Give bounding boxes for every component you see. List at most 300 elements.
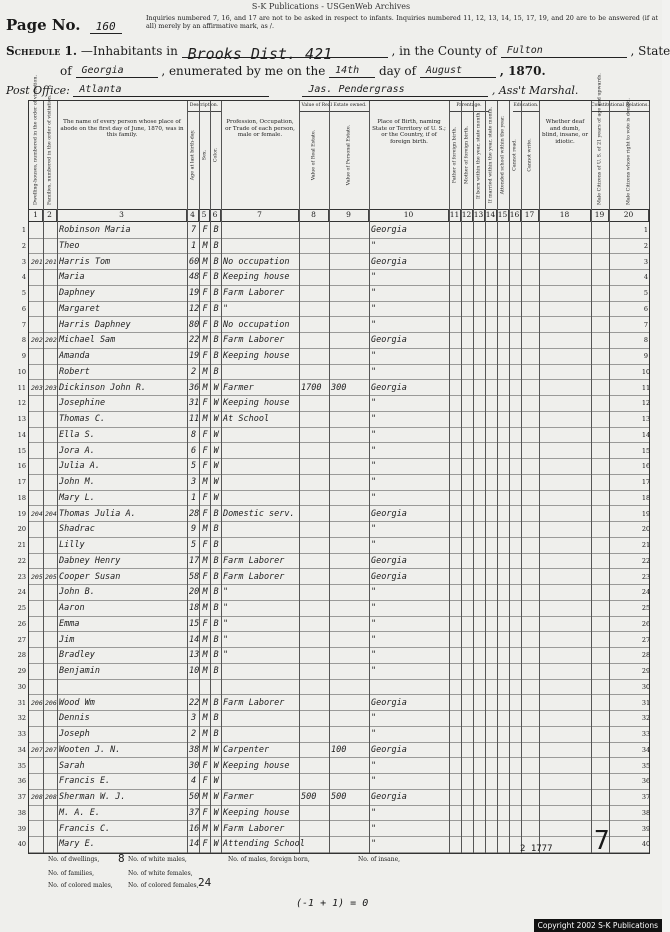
instructions: Inquiries numbered 7, 16, and 17 are not to be asked in respect to infants. Inquiries numbered 11, 12, 13, 14, 15, 17, 19, and 20 are to be answered (if at all) merely by an affirmative mark, as /.: [146, 14, 658, 30]
table-row: [29, 365, 649, 381]
line-number-right: 19: [641, 509, 651, 518]
footer-dwellings-label: No. of dwellings,: [48, 856, 100, 863]
color: B: [213, 713, 219, 724]
family-number: [45, 412, 56, 427]
age: 15: [189, 618, 200, 629]
table-row: [29, 396, 649, 412]
line-number-right: 15: [641, 446, 651, 455]
real-estate: [301, 318, 328, 333]
real-estate: [301, 475, 328, 490]
real-estate: 500: [301, 792, 317, 802]
color: W: [213, 744, 219, 755]
dwelling-number: [31, 302, 42, 317]
occupation: No occupation: [223, 319, 290, 330]
column-number: 1: [29, 209, 43, 221]
dwelling-number: 207: [31, 745, 43, 754]
person-name: Harris Daphney: [59, 319, 131, 330]
place-of-birth: ": [371, 303, 377, 314]
color: B: [213, 666, 219, 676]
line-number-left: 36: [17, 777, 26, 786]
dwelling-number: [31, 664, 42, 679]
personal-estate: [331, 239, 368, 254]
table-row: [29, 759, 649, 775]
occupation: Farm Laborer: [223, 335, 285, 346]
family-number: [45, 286, 56, 301]
place-of-birth: Georgia: [371, 792, 407, 802]
column-number: 5: [199, 209, 210, 221]
person-name: Dabney Henry: [59, 555, 121, 566]
personal-estate: [331, 759, 368, 774]
color: W: [213, 398, 219, 409]
personal-estate: [331, 270, 368, 285]
color: W: [213, 477, 219, 487]
personal-estate: [331, 396, 368, 411]
table-row: [29, 333, 649, 349]
family-number: [45, 491, 56, 506]
place-of-birth: ": [371, 461, 377, 472]
group-parentage: Parentage.: [449, 101, 489, 112]
personal-estate: [331, 680, 368, 695]
post-office-label: Post Office:: [6, 84, 70, 97]
column-number: 19: [591, 209, 609, 221]
column-heading-text: Value of Real Estate.: [311, 129, 317, 181]
color: B: [213, 240, 219, 251]
personal-estate: [331, 475, 368, 490]
column-heading-text: Families, numbered in the order of visitation.: [47, 94, 53, 205]
real-estate: [301, 365, 328, 380]
line-number-right: 30: [641, 682, 651, 691]
dwelling-number: [31, 223, 42, 238]
column-rule: [461, 101, 462, 853]
column-heading-text: Male Citizens of U. S. of 21 years of age and upwards.: [597, 73, 603, 205]
occupation: ": [223, 303, 229, 314]
column-heading-text: Father of foreign birth.: [452, 126, 458, 184]
personal-estate: [331, 459, 368, 474]
table-row: [29, 270, 649, 286]
personal-estate: 100: [331, 744, 347, 755]
real-estate: [301, 444, 328, 459]
sex: F: [202, 839, 208, 850]
table-row: [29, 491, 649, 507]
line-number-left: 33: [17, 730, 26, 738]
place-of-birth: ": [371, 366, 377, 377]
column-header-17: [521, 101, 540, 209]
place-of-birth: ": [371, 272, 377, 283]
column-number: 13: [473, 210, 484, 219]
place-of-birth: ": [371, 823, 377, 834]
line-number-left: 38: [17, 808, 26, 817]
column-rule: [187, 101, 188, 853]
place-of-birth: ": [371, 603, 377, 613]
line-number-left: 34: [17, 745, 26, 754]
color: B: [213, 366, 219, 377]
line-number-right: 3: [643, 257, 649, 266]
table-row: [29, 381, 649, 397]
personal-estate: [331, 617, 368, 632]
place-of-birth: Georgia: [371, 256, 407, 267]
personal-estate: [331, 727, 368, 742]
line-number-left: 7: [21, 320, 26, 329]
person-name: Thomas Julia A.: [59, 508, 136, 519]
table-row: [29, 459, 649, 475]
age: 4: [190, 776, 197, 787]
line-number-right: 40: [641, 840, 651, 849]
age: 80: [189, 319, 200, 330]
occupation: [223, 365, 298, 380]
color: B: [213, 634, 219, 645]
page-number: [6, 16, 122, 34]
age: 3: [190, 713, 197, 724]
age: 17: [189, 555, 200, 566]
column-heading-text: Dwelling-houses, numbered in the order of visitation.: [33, 74, 39, 205]
occupation: [223, 774, 298, 789]
dwelling-number: [31, 475, 42, 490]
table-row: [29, 680, 649, 696]
age: 12: [189, 303, 200, 314]
line-number-right: 9: [643, 352, 649, 360]
age: 6: [190, 445, 197, 456]
person-name: Ella S.: [59, 429, 95, 440]
sex: M: [202, 382, 208, 393]
dwelling-number: [31, 286, 42, 301]
family-number: [45, 727, 56, 742]
age: 37: [189, 807, 200, 818]
line-number-left: 26: [17, 619, 26, 628]
line-number-right: 33: [641, 730, 651, 738]
line-number-left: 16: [17, 462, 26, 471]
family-number: [45, 349, 56, 364]
column-header-3: [57, 101, 188, 209]
tally-mark: 7: [594, 826, 610, 856]
line-number-left: 35: [17, 761, 26, 770]
occupation: Keeping house: [223, 272, 290, 283]
line-number-right: 37: [641, 793, 651, 801]
enumeration-line: [60, 64, 546, 78]
dwelling-number: [31, 648, 42, 663]
color: B: [213, 571, 219, 582]
age: [189, 680, 198, 695]
age: 5: [190, 461, 197, 472]
family-number: [45, 601, 56, 616]
marshal-label: , Ass't Marshal.: [491, 84, 579, 97]
footer-insane-label: No. of insane,: [358, 856, 401, 863]
person-name: Julia A.: [59, 461, 100, 472]
group-value: Value of Real Estate owned.: [299, 101, 369, 112]
real-estate: [301, 538, 328, 553]
line-number-right: 38: [641, 808, 651, 817]
column-rule: [485, 101, 486, 853]
dwelling-number: [31, 522, 42, 537]
column-heading-text: Attended school within the year.: [500, 115, 506, 195]
sex: F: [202, 540, 208, 550]
column-heading-text: Profession, Occupation, or Trade of each person, male or female.: [225, 119, 295, 139]
line-number-right: 36: [641, 777, 651, 786]
column-heading-text: The name of every person whose place of abode on the first day of June, 1870, was in this family.: [60, 119, 184, 139]
person-name: Francis E.: [59, 776, 111, 787]
family-number: 203: [45, 383, 57, 392]
column-number: 9: [329, 209, 369, 221]
sex: [201, 680, 209, 695]
table-row: [29, 806, 649, 822]
color: W: [213, 429, 219, 440]
occupation: Farm Laborer: [223, 823, 285, 834]
color: W: [213, 823, 219, 834]
sex: M: [202, 666, 208, 676]
color: B: [213, 729, 219, 739]
line-number-left: 5: [21, 289, 26, 297]
real-estate: [301, 806, 328, 821]
line-number-right: 2: [643, 241, 649, 250]
occupation: [223, 444, 298, 459]
footer-col-females-label: No. of colored females,: [128, 882, 199, 889]
column-rule: [521, 101, 522, 853]
dwelling-number: [31, 365, 42, 380]
place-of-birth: ": [371, 398, 377, 409]
table-row: [29, 554, 649, 570]
dwelling-number: 206: [31, 698, 43, 707]
page-number-label: Page No.: [6, 16, 81, 34]
family-number: [45, 538, 56, 553]
occupation: Farmer: [223, 792, 254, 802]
occupation: Keeping house: [223, 807, 290, 818]
personal-estate: [331, 538, 368, 553]
line-number-right: 29: [641, 667, 651, 675]
real-estate: [301, 743, 328, 758]
day-of-label: day of: [378, 64, 417, 78]
personal-estate: [331, 806, 368, 821]
column-number: 20: [609, 209, 649, 221]
person-name: Sherman W. J.: [59, 792, 126, 802]
line-number-right: 25: [641, 604, 651, 612]
personal-estate: 500: [331, 792, 347, 802]
color: B: [213, 555, 219, 566]
personal-estate: [331, 837, 368, 852]
person-name: Thomas C.: [59, 414, 106, 424]
line-number-left: 37: [17, 793, 26, 801]
occupation: Farm Laborer: [223, 555, 285, 566]
place-of-birth: Georgia: [371, 744, 407, 755]
sex: M: [202, 713, 208, 724]
occupation: Carpenter: [223, 744, 270, 755]
column-header-1: [29, 74, 44, 209]
line-number-left: 30: [17, 682, 26, 691]
person-name: Josephine: [59, 398, 106, 409]
line-number-right: 12: [641, 399, 651, 408]
personal-estate: [331, 223, 368, 238]
place-of-birth: ": [371, 414, 377, 424]
occupation: Farm Laborer: [223, 697, 285, 708]
group-education: Education.: [513, 101, 539, 112]
color: W: [213, 807, 219, 818]
column-number: 3: [57, 209, 187, 221]
occupation: [223, 680, 298, 695]
line-number-left: 8: [21, 336, 26, 345]
line-number-right: 32: [641, 714, 651, 723]
occupation: ": [223, 603, 229, 613]
family-number: [45, 270, 56, 285]
sex: M: [202, 729, 208, 739]
place-of-birth: Georgia: [371, 697, 407, 708]
dwelling-number: [31, 601, 42, 616]
person-name: Dennis: [59, 713, 90, 724]
column-rule: [43, 101, 44, 853]
age: 60: [189, 256, 200, 267]
table-row: [29, 727, 649, 743]
person-name: Jora A.: [59, 445, 95, 456]
place-of-birth: ": [371, 760, 377, 771]
column-header-7: [221, 101, 300, 209]
table-row: [29, 822, 649, 838]
line-number-left: 2: [21, 241, 26, 250]
personal-estate: [331, 585, 368, 600]
sex: F: [202, 288, 208, 298]
age: 22: [189, 697, 200, 708]
age: 14: [189, 839, 200, 850]
line-number-right: 7: [643, 320, 649, 329]
person-name: Aaron: [59, 603, 85, 613]
dwelling-number: [31, 759, 42, 774]
occupation: At School: [223, 414, 270, 424]
column-rule: [609, 101, 610, 853]
table-row: [29, 790, 649, 806]
sex: F: [202, 618, 208, 629]
footer-families-label: No. of families,: [48, 870, 95, 877]
copyright: Copyright 2002 S-K Publications: [534, 919, 662, 932]
person-name: Mary L.: [59, 492, 95, 503]
age: 1: [190, 240, 197, 251]
person-name: Michael Sam: [59, 335, 116, 346]
line-number-right: 5: [643, 289, 649, 297]
age: 11: [189, 414, 200, 424]
color: [212, 680, 220, 695]
column-heading-text: Mother of foreign birth.: [464, 125, 470, 185]
personal-estate: [331, 365, 368, 380]
dwelling-number: [31, 318, 42, 333]
archive-title: S-K Publications - USGenWeb Archives: [251, 2, 411, 11]
dwelling-number: [31, 617, 42, 632]
age: 19: [189, 288, 200, 298]
table-row: [29, 318, 649, 334]
column-header-18: [539, 101, 592, 209]
family-number: [45, 759, 56, 774]
column-rule: [199, 101, 200, 853]
line-number-right: 18: [641, 493, 651, 502]
column-rule: [299, 101, 300, 853]
line-number-right: 6: [643, 304, 649, 313]
family-number: 204: [45, 509, 57, 518]
personal-estate: [331, 428, 368, 443]
sex: M: [202, 414, 208, 424]
real-estate: [301, 648, 328, 663]
real-estate: [301, 680, 328, 695]
real-estate: [301, 491, 328, 506]
line-number-right: 11: [641, 383, 651, 392]
sex: F: [202, 225, 208, 235]
personal-estate: [331, 570, 368, 585]
line-number-left: 27: [17, 635, 26, 644]
age: 28: [189, 508, 200, 519]
person-name: Bradley: [59, 650, 95, 661]
sex: M: [202, 587, 208, 598]
column-number: 8: [299, 209, 329, 221]
line-number-left: 17: [17, 478, 26, 486]
family-number: [45, 459, 56, 474]
occupation: ": [223, 634, 229, 645]
person-name: Benjamin: [59, 666, 100, 676]
column-heading-text: Cannot write.: [527, 138, 533, 172]
occupation: [223, 428, 298, 443]
marshal-value: Jas. Pendergrass: [302, 84, 488, 97]
personal-estate: [331, 286, 368, 301]
line-number-right: 27: [641, 635, 651, 644]
color: B: [213, 225, 219, 235]
family-number: [45, 837, 56, 852]
person-name: Jim: [59, 634, 75, 645]
family-number: [45, 680, 56, 695]
real-estate: [301, 428, 328, 443]
sex: F: [202, 303, 208, 314]
line-number-left: 21: [17, 541, 26, 549]
footer-col-females-value: 24: [198, 876, 212, 889]
post-office-line: [6, 84, 578, 97]
column-rule: [497, 101, 498, 853]
sex: F: [202, 319, 208, 330]
column-heading-text: Age at last birth-day.: [190, 129, 196, 181]
table-row: [29, 538, 649, 554]
dwelling-number: [31, 554, 42, 569]
line-number-left: 3: [21, 257, 26, 266]
age: 2: [190, 366, 197, 377]
family-number: [45, 806, 56, 821]
person-name: Dickinson John R.: [59, 382, 146, 393]
line-number-right: 39: [641, 824, 651, 833]
sex: M: [202, 555, 208, 566]
family-number: [45, 302, 56, 317]
sex: M: [202, 697, 208, 708]
dwelling-number: 208: [31, 793, 43, 801]
dwelling-number: [31, 633, 42, 648]
personal-estate: [331, 696, 368, 711]
table-row: [29, 412, 649, 428]
place-of-birth: [371, 680, 448, 695]
footer-white-males-label: No. of white males,: [128, 856, 187, 863]
line-number-left: 6: [21, 304, 26, 313]
place-of-birth: ": [371, 288, 377, 298]
occupation: Keeping house: [223, 760, 290, 771]
color: B: [213, 650, 219, 661]
family-number: 208: [45, 793, 57, 801]
personal-estate: [331, 601, 368, 616]
age: 58: [189, 571, 200, 582]
place-of-birth: ": [371, 492, 377, 503]
color: W: [213, 492, 219, 503]
line-number-right: 35: [641, 761, 651, 770]
color: W: [213, 839, 219, 850]
real-estate: [301, 585, 328, 600]
occupation: [223, 239, 298, 254]
family-number: [45, 365, 56, 380]
line-number-right: 13: [641, 415, 651, 423]
occupation: [223, 664, 298, 679]
dwelling-number: [31, 680, 42, 695]
personal-estate: [331, 822, 368, 837]
line-number-left: 22: [17, 556, 26, 565]
group-description: Description.: [187, 101, 221, 112]
place-of-birth: ": [371, 650, 377, 661]
person-name: Francis C.: [59, 823, 111, 834]
place-of-birth: ": [371, 587, 377, 598]
color: B: [213, 697, 219, 708]
